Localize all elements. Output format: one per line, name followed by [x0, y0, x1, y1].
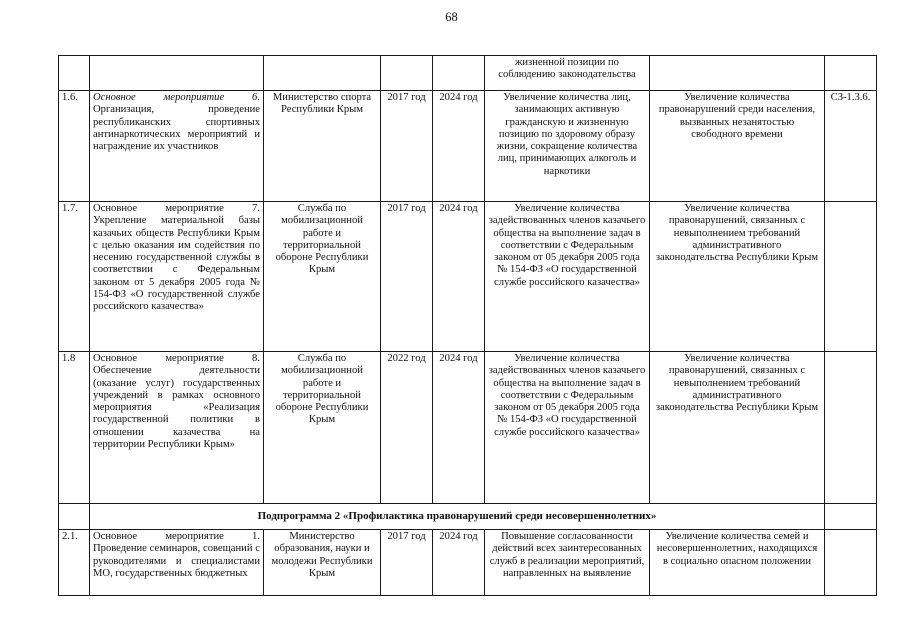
- cell-code: [825, 56, 877, 91]
- event-text: Организация, проведение республиканских спортивных антинаркотических мероприятий и награждение их участников: [93, 104, 260, 153]
- cell-code: [825, 530, 877, 596]
- cell-num: 1.6.: [59, 91, 90, 202]
- table-row: [59, 530, 877, 596]
- cell-end: [433, 56, 485, 91]
- cell-result: Повышение согласованности действий всех заинтересованных служб в реализации мероприятий, направленных на выявление: [485, 530, 650, 596]
- cell-code: СЗ-1.3.6.: [825, 91, 877, 202]
- cell-event: [90, 56, 264, 91]
- cell-start: [381, 56, 433, 91]
- cell-event: [90, 91, 264, 202]
- cell-num: 1.7.: [59, 202, 90, 352]
- cell-event: Основное мероприятие 1. Проведение семинаров, совещаний с руководителями и специалистами МО, государственных бюджетных: [90, 530, 264, 596]
- page-number: 68: [445, 10, 458, 24]
- program-table: [58, 55, 877, 596]
- event-lead: Основное мероприятие 6.: [93, 92, 260, 103]
- cell-consequence: Увеличение количества правонарушений, связанных с невыполнением требований административного законодательства Республики Крым: [650, 202, 825, 352]
- cell-code: [825, 202, 877, 352]
- cell-consequence: Увеличение количества правонарушений среди населения, вызванных незанятостью свободного времени: [650, 91, 825, 202]
- table-row: [59, 352, 877, 504]
- table-row: [59, 202, 877, 352]
- cell-result: жизненной позиции по соблюдению законодательства: [485, 56, 650, 91]
- cell-end: 2024 год: [433, 352, 485, 504]
- subprogram-heading: Подпрограмма 2 «Профилактика правонарушений среди несовершеннолетних»: [90, 504, 825, 530]
- cell-end: 2024 год: [433, 91, 485, 202]
- cell-executor: Министерство образования, науки и молодежи Республики Крым: [264, 530, 381, 596]
- cell-event: Основное мероприятие 7. Укрепление материальной базы казачьих обществ Республики Крым с целью оказания им содействия по несению государственной службы в соответствии с Федеральным законом от 5 декабря 2005 года № 154-ФЗ «О государственной службе российского казачества»: [90, 202, 264, 352]
- cell-start: 2022 год: [381, 352, 433, 504]
- cell-num: [59, 504, 90, 530]
- cell-consequence: Увеличение количества правонарушений, связанных с невыполнением требований административного законодательства Республики Крым: [650, 352, 825, 504]
- cell-executor: Министерство спорта Республики Крым: [264, 91, 381, 202]
- subprogram-row: [59, 504, 877, 530]
- cell-start: 2017 год: [381, 91, 433, 202]
- cell-consequence: Увеличение количества семей и несовершеннолетних, находящихся в социально опасном положении: [650, 530, 825, 596]
- cell-start: 2017 год: [381, 530, 433, 596]
- cell-num: 2.1.: [59, 530, 90, 596]
- cell-result: Увеличение количества задействованных членов казачьего общества на выполнение задач в соответствии с Федеральным законом от 05 декабря 2005 года № 154-ФЗ «О государственной службе российского казачества»: [485, 202, 650, 352]
- cell-executor: [264, 56, 381, 91]
- cell-consequence: [650, 56, 825, 91]
- cell-executor: Служба по мобилизационной работе и территориальной обороне Республики Крым: [264, 352, 381, 504]
- cell-executor: Служба по мобилизационной работе и территориальной обороне Республики Крым: [264, 202, 381, 352]
- cell-code: [825, 504, 877, 530]
- cell-result: Увеличение количества лиц, занимающих активную гражданскую и жизненную позицию по здоровому образу жизни, сокращение количества лиц, принимающих алкоголь и наркотики: [485, 91, 650, 202]
- cell-end: 2024 год: [433, 202, 485, 352]
- cell-num: [59, 56, 90, 91]
- table-row-continuation: [59, 56, 877, 91]
- cell-code: [825, 352, 877, 504]
- cell-result: Увеличение количества задействованных членов казачьего общества на выполнение задач в соответствии с Федеральным законом от 05 декабря 2005 года № 154-ФЗ «О государственной службе российского казачества»: [485, 352, 650, 504]
- cell-end: 2024 год: [433, 530, 485, 596]
- cell-num: 1.8: [59, 352, 90, 504]
- table-row: [59, 91, 877, 202]
- cell-start: 2017 год: [381, 202, 433, 352]
- cell-event: Основное мероприятие 8. Обеспечение деятельности (оказание услуг) государственных учреждений в рамках основного мероприятия «Реализация государственной политики в отношении казачества на территории Республики Крым»: [90, 352, 264, 504]
